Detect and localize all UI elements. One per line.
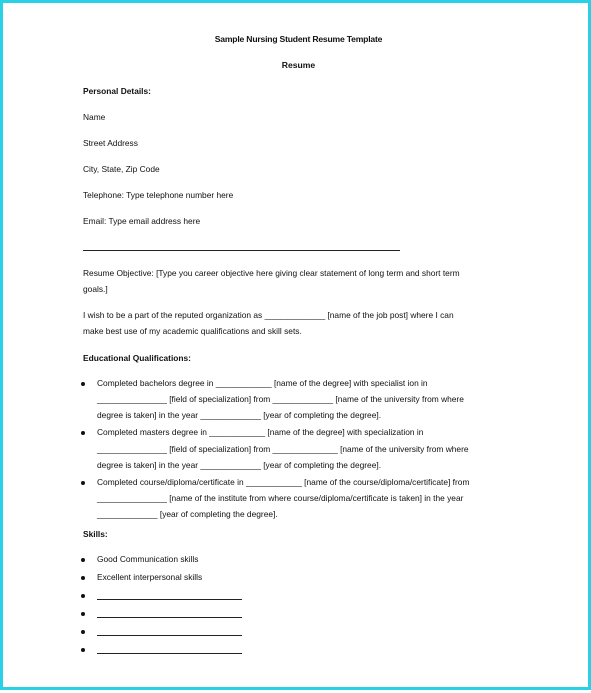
blank-line — [97, 653, 242, 654]
objective-paragraph-line-1: I wish to be a part of the reputed organization as _____________ [name of the job post] where I can — [83, 310, 454, 320]
name-field: Name — [83, 112, 106, 122]
email-field: Email: Type email address here — [83, 216, 201, 226]
blank-line — [97, 635, 242, 636]
document-title: Sample Nursing Student Resume Template — [214, 34, 383, 44]
education-item-line-2: _______________ [field of specialization] from _____________ [name of the university from where — [97, 394, 464, 404]
document-subtitle: Resume — [281, 60, 316, 70]
education-item-line-1: Completed bachelors degree in ____________ [name of the degree] with specialist ion in — [97, 378, 428, 388]
personal-details-heading: Personal Details: — [83, 86, 151, 96]
education-item-line-1: Completed masters degree in ____________ [name of the degree] with specialization in — [97, 427, 424, 437]
bullet-icon — [81, 594, 85, 598]
city-state-zip-field: City, State, Zip Code — [83, 164, 160, 174]
objective-paragraph-line-2: make best use of my academic qualifications and skill sets. — [83, 326, 302, 336]
bullet-icon — [81, 431, 85, 435]
bullet-icon — [81, 612, 85, 616]
bullet-icon — [81, 648, 85, 652]
education-item-line-3: degree is taken] in the year _____________ [year of completing the degree]. — [97, 410, 382, 420]
education-item-line-1: Completed course/diploma/certificate in ____________ [name of the course/diploma/certificate] from — [97, 477, 470, 487]
blank-line — [97, 617, 242, 618]
skills-heading: Skills: — [83, 529, 108, 539]
section-divider — [83, 250, 400, 251]
bullet-icon — [81, 558, 85, 562]
education-heading: Educational Qualifications: — [83, 353, 191, 363]
resume-document — [3, 3, 591, 693]
objective-line-1: Resume Objective: [Type you career objective here giving clear statement of long term and short term — [83, 268, 460, 278]
street-address-field: Street Address — [83, 138, 138, 148]
bullet-icon — [81, 576, 85, 580]
telephone-field: Telephone: Type telephone number here — [83, 190, 234, 200]
objective-line-2: goals.] — [83, 284, 108, 294]
education-item-line-3: _____________ [year of completing the degree]. — [97, 509, 278, 519]
education-item-line-3: degree is taken] in the year _____________ [year of completing the degree]. — [97, 460, 382, 470]
skill-item-label: Excellent interpersonal skills — [97, 572, 203, 582]
bullet-icon — [81, 481, 85, 485]
blank-line — [97, 599, 242, 600]
education-item-line-2: _______________ [field of specialization] from ______________ [name of the university from where — [97, 444, 469, 454]
skill-item-label: Good Communication skills — [97, 554, 199, 564]
bullet-icon — [81, 630, 85, 634]
bullet-icon — [81, 382, 85, 386]
education-item-line-2: _______________ [name of the institute from where course/diploma/certificate is taken] in the year — [97, 493, 464, 503]
